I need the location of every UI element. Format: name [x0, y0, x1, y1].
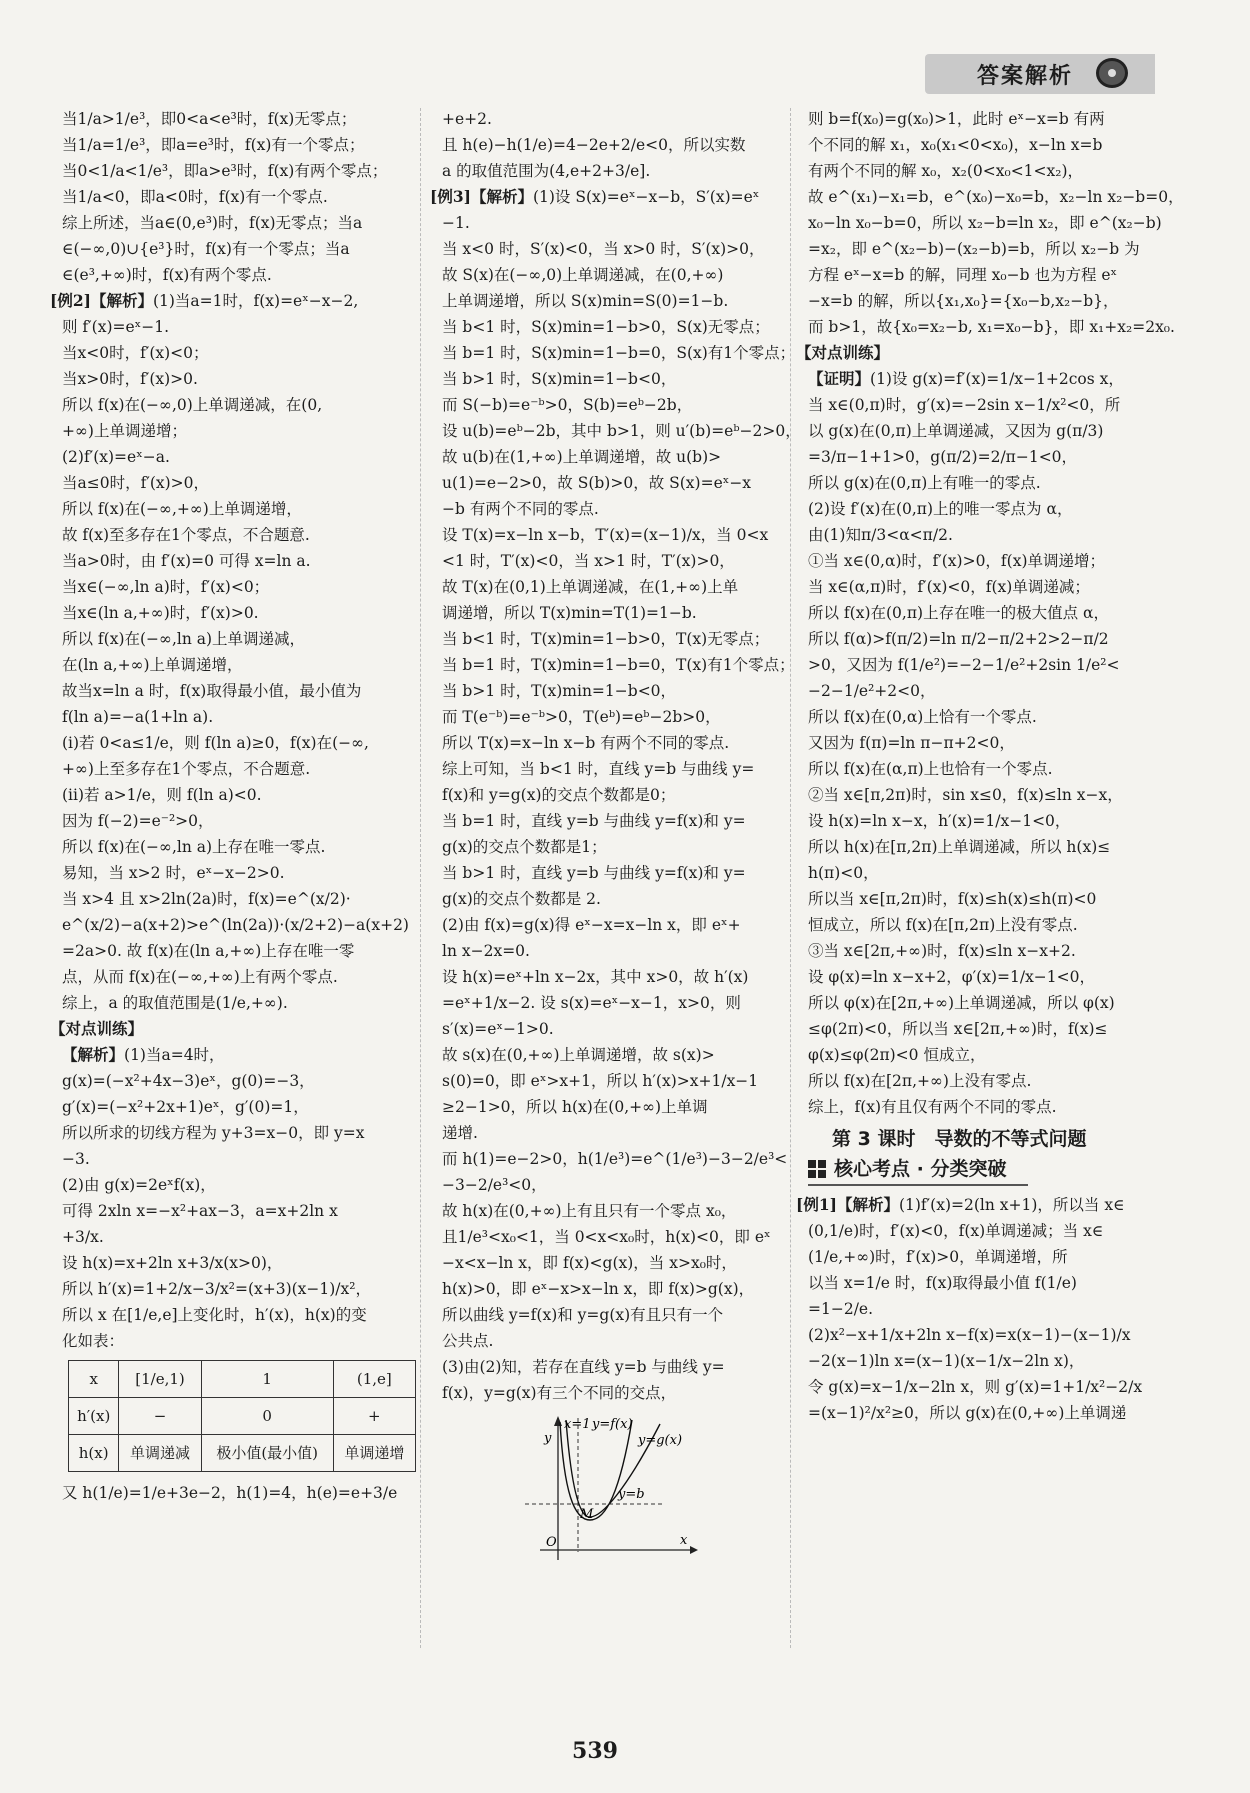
training-first: (1)当a=4时，: [124, 1046, 225, 1064]
text-line: 所以 φ(x)在[2π,+∞)上单调递减，所以 φ(x): [808, 994, 1115, 1012]
label-x-equals-1: x=1: [564, 1417, 591, 1432]
table-cell: 单调递增: [333, 1435, 415, 1472]
text-line: 且 h(e)−h(1/e)=4−2e+2/e<0，所以实数: [442, 136, 746, 154]
text-line: 设 φ(x)=ln x−x+2，φ′(x)=1/x−1<0，: [808, 968, 1096, 986]
text-line: 故 f(x)至多存在1个零点，不合题意.: [62, 526, 310, 544]
x-axis-arrow: [690, 1546, 698, 1554]
text-line: 综上，a 的取值范围是(1/e,+∞).: [62, 994, 288, 1012]
text-line: 所以 f(x)在(0,π)上存在唯一的极大值点 α，: [808, 604, 1109, 622]
text-line: 综上，f(x)有且仅有两个不同的零点.: [808, 1098, 1057, 1116]
text-line: (0,1/e)时，f′(x)<0，f(x)单调递减；当 x∈: [808, 1222, 1104, 1240]
text-line: ∈(−∞,0)∪{e³}时，f(x)有一个零点；当a: [62, 240, 350, 258]
text-line: 故 T(x)在(0,1)上单调递减，在(1,+∞)上单: [442, 578, 739, 596]
text-line: 当1/a<0，即a<0时，f(x)有一个零点.: [62, 188, 328, 206]
label-origin: O: [546, 1535, 557, 1550]
text-line: 所以 f(x)在(0,α)上恰有一个零点.: [808, 708, 1037, 726]
column-1: [50, 106, 412, 1506]
text-line: −3−2/e³<0，: [442, 1176, 547, 1194]
text-line: 而 h(1)=e−2>0，h(1/e³)=e^(1/e³)−3−2/e³<: [442, 1150, 788, 1168]
text-line: 而 T(e⁻ᵇ)=e⁻ᵇ>0，T(eᵇ)=eᵇ−2b>0，: [442, 708, 721, 726]
text-line: 故 e^(x₁)−x₁=b，e^(x₀)−x₀=b，x₂−ln x₂−b=0，: [808, 188, 1184, 206]
text-line: ①当 x∈(0,α)时，f′(x)>0，f(x)单调递增；: [808, 552, 1106, 570]
text-line: 所以 x 在[1/e,e]上变化时，h′(x)，h(x)的变: [62, 1306, 367, 1324]
text-line: 当a>0时，由 f′(x)=0 可得 x=ln a.: [62, 552, 311, 570]
text-line: 设 T(x)=x−ln x−b，T′(x)=(x−1)/x，当 0<x: [442, 526, 769, 544]
text-line: 以 g(x)在(0,π)上单调递减，又因为 g(π/3): [808, 422, 1104, 440]
text-line: 当x>0时，f′(x)>0.: [62, 370, 198, 388]
training-heading: [62, 1042, 412, 1068]
text-line: 所以当 x∈[π,2π)时，f(x)≤h(x)≤h(π)<0: [808, 890, 1097, 908]
text-line: 以当 x=1/e 时，f(x)取得最小值 f(1/e): [808, 1274, 1077, 1292]
text-line: 当x<0时，f′(x)<0；: [62, 344, 209, 362]
text-line: 故 u(b)在(1,+∞)上单调递增，故 u(b)>: [442, 448, 722, 466]
text-line: (3)由(2)知，若存在直线 y=b 与曲线 y=: [442, 1358, 725, 1376]
text-line: 所以 f(α)>f(π/2)=ln π/2−π/2+2>2−π/2: [808, 630, 1109, 648]
text-line: 当 b>1 时，T(x)min=1−b<0，: [442, 682, 677, 700]
text-line: a 的取值范围为(4,e+2+3/e].: [442, 162, 651, 180]
training-tag: 【解析】: [62, 1045, 125, 1064]
text-line: s′(x)=eˣ−1>0.: [442, 1020, 554, 1038]
text-line: 所以 f(x)在(−∞,+∞)上单调递增，: [62, 500, 302, 518]
text-line: (i)若 0<a≤1/e，则 f(ln a)≥0，f(x)在(−∞,: [62, 734, 369, 752]
text-line: ∈(e³,+∞)时，f(x)有两个零点.: [62, 266, 272, 284]
text-line: 当 b=1 时，S(x)min=1−b=0，S(x)有1个零点；: [442, 344, 796, 362]
table-cell: (1,e]: [333, 1361, 415, 1398]
example-2-body: [62, 314, 412, 1016]
table-cell: [1/e,1): [119, 1361, 201, 1398]
example-2-tag: [例2]【解析】: [50, 291, 153, 310]
text-line: 而 b>1，故{x₀=x₂−b, x₁=x₀−b}，即 x₁+x₂=2x₀.: [808, 318, 1175, 336]
text-line: 设 h(x)=eˣ+ln x−2x，其中 x>0，故 h′(x): [442, 968, 749, 986]
text-line: 所以 g(x)在(0,π)上有唯一的零点.: [808, 474, 1041, 492]
text-line: e^(x/2)−a(x+2)>e^(ln(2a))·(x/2+2)−a(x+2): [62, 916, 409, 934]
text-line: −2−1/e²+2<0，: [808, 682, 936, 700]
text-line: (2)f′(x)=eˣ−a.: [62, 448, 170, 466]
column-divider: [420, 108, 421, 1648]
text-line: 当 b<1 时，S(x)min=1−b>0，S(x)无零点；: [442, 318, 770, 336]
text-line: =2a>0. 故 f(x)在(ln a,+∞)上存在唯一零: [62, 942, 355, 960]
text-line: 故 h(x)在(0,+∞)上有且只有一个零点 x₀，: [442, 1202, 737, 1220]
text-line: +∞)上至多存在1个零点，不合题意.: [62, 760, 311, 778]
text-line: 当1/a=1/e³，即a=e³时，f(x)有一个零点；: [62, 136, 365, 154]
text-line: 化如表：: [62, 1332, 125, 1350]
text-line: 又 h(1/e)=1/e+3e−2，h(1)=4，h(e)=e+3/e: [62, 1484, 398, 1502]
banner-underline: [808, 1184, 1028, 1186]
text-line: +3/x.: [62, 1228, 104, 1246]
label-x-axis: x: [680, 1533, 688, 1548]
text-line: 公共点.: [442, 1332, 494, 1350]
text-line: 所以 h(x)在[π,2π)上单调递减，所以 h(x)≤: [808, 838, 1111, 856]
text-line: ②当 x∈[π,2π)时，sin x≤0，f(x)≤ln x−x，: [808, 786, 1123, 804]
example-3-body: [442, 210, 801, 1406]
text-line: f(ln a)=−a(1+ln a).: [62, 708, 214, 726]
text-line: =(x−1)²/x²≥0，所以 g(x)在(0,+∞)上单调递: [808, 1404, 1127, 1422]
text-line: <1 时，T′(x)<0，当 x>1 时，T′(x)>0，: [442, 552, 735, 570]
proof-heading: [808, 366, 1168, 392]
table-cell: x: [69, 1361, 119, 1398]
text-line: 令 g(x)=x−1/x−2ln x，则 g′(x)=1+1/x²−2/x: [808, 1378, 1143, 1396]
table-cell: 0: [201, 1398, 333, 1435]
lesson-title: 第 3 课时 导数的不等式问题: [832, 1128, 1087, 1150]
proof-first: (1)设 g(x)=f′(x)=1/x−1+2cos x，: [870, 370, 1124, 388]
text-line: 故当x=ln a 时，f(x)取得最小值，最小值为: [62, 682, 362, 700]
col1-intro: [62, 106, 412, 288]
text-line: ln x−2x=0.: [442, 942, 530, 960]
text-line: 所以 f(x)在(−∞,ln a)上存在唯一零点.: [62, 838, 326, 856]
example-1-heading: [796, 1192, 1168, 1218]
text-line: +∞)上单调递增；: [62, 422, 187, 440]
example-2-heading: [50, 288, 412, 314]
text-line: 所以 h′(x)=1+2/x−3/x²=(x+3)(x−1)/x²，: [62, 1280, 371, 1298]
intersection-graph: [520, 1412, 700, 1562]
text-line: 所以 f(x)在[2π,+∞)上没有零点.: [808, 1072, 1032, 1090]
text-line: s(0)=0，即 eˣ>x+1，所以 h′(x)>x+1/x−1: [442, 1072, 759, 1090]
label-M: M: [580, 1507, 594, 1522]
example-1-body: [808, 1218, 1168, 1426]
table-cell: h(x): [69, 1435, 119, 1472]
table-cell: 1: [201, 1361, 333, 1398]
text-line: u(1)=e−2>0，故 S(b)>0，故 S(x)=eˣ−x: [442, 474, 752, 492]
text-line: 当 x<0 时，S′(x)<0，当 x>0 时，S′(x)>0，: [442, 240, 765, 258]
text-line: (ii)若 a>1/e，则 f(ln a)<0.: [62, 786, 262, 804]
text-line: +e+2.: [442, 110, 492, 128]
text-line: 在(ln a,+∞)上单调递增，: [62, 656, 243, 674]
text-line: 当 b>1 时，S(x)min=1−b<0，: [442, 370, 677, 388]
text-line: 又因为 f(π)=ln π−π+2<0，: [808, 734, 1015, 752]
variation-table: [68, 1360, 416, 1472]
text-line: 由(1)知π/3<α<π/2.: [808, 526, 953, 544]
text-line: 综上可知，当 b<1 时，直线 y=b 与曲线 y=: [442, 760, 755, 778]
text-line: 当 b<1 时，T(x)min=1−b>0，T(x)无零点；: [442, 630, 770, 648]
text-line: =3/π−1+1>0，g(π/2)=2/π−1<0，: [808, 448, 1078, 466]
text-line: 调递增，所以 T(x)min=T(1)=1−b.: [442, 604, 697, 622]
text-line: 所以 T(x)=x−ln x−b 有两个不同的零点.: [442, 734, 730, 752]
text-line: f(x)，y=g(x)有三个不同的交点，: [442, 1384, 677, 1402]
table-header-row: [69, 1361, 416, 1398]
column-3: [796, 106, 1184, 1426]
text-line: −x=b 的解，所以{x₁,x₀}={x₀−b,x₂−b}，: [808, 292, 1119, 310]
table-cell: h′(x): [69, 1398, 119, 1435]
text-line: 则 b=f(x₀)=g(x₀)>1，此时 eˣ−x=b 有两: [808, 110, 1105, 128]
text-line: 点，从而 f(x)在(−∞,+∞)上有两个零点.: [62, 968, 338, 986]
text-line: −x<x−ln x，即 f(x)<g(x)，当 x>x₀时，: [442, 1254, 737, 1272]
section-banner: [808, 1156, 1168, 1182]
text-line: 当x∈(ln a,+∞)时，f′(x)>0.: [62, 604, 259, 622]
text-line: 设 h(x)=x+2ln x+3/x(x>0)，: [62, 1254, 283, 1272]
text-line: 当 x∈(0,π)时，g′(x)=−2sin x−1/x²<0，所: [808, 396, 1121, 414]
text-line: f(x)和 y=g(x)的交点个数都是0；: [442, 786, 676, 804]
text-line: 当0<1/a<1/e³，即a>e³时，f(x)有两个零点；: [62, 162, 388, 180]
text-line: 所以 f(x)在(α,π)上也恰有一个零点.: [808, 760, 1053, 778]
text-line: −3.: [62, 1150, 90, 1168]
text-line: ≤φ(2π)<0，所以当 x∈[2π,+∞)时，f(x)≤: [808, 1020, 1108, 1038]
text-line: 综上所述，当a∈(0,e³)时，f(x)无零点；当a: [62, 214, 363, 232]
text-line: 当 x∈(α,π)时，f′(x)<0，f(x)单调递减；: [808, 578, 1090, 596]
eye-logo-icon: [1096, 58, 1128, 88]
text-line: −2(x−1)ln x=(x−1)(x−1/x−2ln x)，: [808, 1352, 1085, 1370]
text-line: (2)由 f(x)=g(x)得 eˣ−x=x−ln x，即 eˣ+: [442, 916, 741, 934]
label-y-axis: y: [544, 1431, 552, 1446]
text-line: =1−2/e.: [808, 1300, 874, 1318]
example-3-heading: [430, 184, 782, 210]
text-line: 且1/e³<x₀<1，当 0<x<x₀时，h(x)<0，即 eˣ: [442, 1228, 771, 1246]
text-line: (2)由 g(x)=2eˣf(x)，: [62, 1176, 216, 1194]
banner-label: 核心考点 · 分类突破: [834, 1158, 1007, 1180]
text-line: 可得 2xln x=−x²+ax−3，a=x+2ln x: [62, 1202, 338, 1220]
example-2-first: (1)当a=1时，f(x)=eˣ−x−2,: [152, 292, 359, 310]
training-title-2: 【对点训练】: [796, 343, 890, 362]
text-line: 而 S(−b)=e⁻ᵇ>0，S(b)=eᵇ−2b，: [442, 396, 693, 414]
text-line: 当 b=1 时，直线 y=b 与曲线 y=f(x)和 y=: [442, 812, 746, 830]
training-body: [62, 1068, 412, 1354]
label-y-equals-b: y=b: [618, 1487, 645, 1502]
text-line: 当x∈(−∞,ln a)时，f′(x)<0；: [62, 578, 270, 596]
label-y-g: y=g(x): [638, 1433, 683, 1448]
table-cell: 极小值(最小值): [201, 1435, 333, 1472]
proof-body: [808, 392, 1168, 1120]
text-line: h(π)<0，: [808, 864, 879, 882]
text-line: 当 x>4 且 x>2ln(2a)时，f(x)=e^(x/2)·: [62, 890, 351, 908]
text-line: 有两个不同的解 x₀，x₂(0<x₀<1<x₂)，: [808, 162, 1084, 180]
text-line: g(x)=(−x²+4x−3)eˣ，g(0)=−3，: [62, 1072, 315, 1090]
text-line: 易知，当 x>2 时，eˣ−x−2>0.: [62, 864, 285, 882]
text-line: (2)x²−x+1/x+2ln x−f(x)=x(x−1)−(x−1)/x: [808, 1326, 1131, 1344]
text-line: g(x)的交点个数都是 2.: [442, 890, 601, 908]
text-line: 上单调递增，所以 S(x)min=S(0)=1−b.: [442, 292, 729, 310]
text-line: −b 有两个不同的零点.: [442, 500, 599, 518]
text-line: 当 b>1 时，直线 y=b 与曲线 y=f(x)和 y=: [442, 864, 746, 882]
label-y-f: y=f(x): [592, 1417, 633, 1432]
table-row: [69, 1398, 416, 1435]
text-line: ③当 x∈[2π,+∞)时，f(x)≤ln x−x+2.: [808, 942, 1076, 960]
table-cell: +: [333, 1398, 415, 1435]
text-line: 递增.: [442, 1124, 478, 1142]
example-1-first: (1)f′(x)=2(ln x+1)，所以当 x∈: [898, 1196, 1125, 1214]
text-line: 当a≤0时，f′(x)>0，: [62, 474, 210, 492]
text-line: g(x)的交点个数都是1；: [442, 838, 607, 856]
text-line: 所以曲线 y=f(x)和 y=g(x)有且只有一个: [442, 1306, 724, 1324]
text-line: ≥2−1>0，所以 h(x)在(0,+∞)上单调: [442, 1098, 708, 1116]
text-line: >0，又因为 f(1/e²)=−2−1/e²+2sin 1/e²<: [808, 656, 1120, 674]
text-line: h(x)>0，即 eˣ−x>x−ln x，即 f(x)>g(x)，: [442, 1280, 755, 1298]
example-1-tag: [例1]【解析】: [796, 1195, 899, 1214]
text-line: 恒成立，所以 f(x)在[π,2π)上没有零点.: [808, 916, 1078, 934]
text-line: 当1/a>1/e³，即0<a<e³时，f(x)无零点；: [62, 110, 357, 128]
page-number: 539: [572, 1738, 618, 1764]
table-cell: −: [119, 1398, 201, 1435]
text-line: x₀−ln x₀−b=0，所以 x₂−b=ln x₂，即 e^(x₂−b): [808, 214, 1162, 232]
training-title: 【对点训练】: [50, 1019, 144, 1038]
text-line: g′(x)=(−x²+2x+1)eˣ，g′(0)=1，: [62, 1098, 309, 1116]
text-line: −1.: [442, 214, 470, 232]
text-line: 所以 f(x)在(−∞,0)上单调递减，在(0,: [62, 396, 323, 414]
text-line: 当 b=1 时，T(x)min=1−b=0，T(x)有1个零点；: [442, 656, 795, 674]
example-3-first: (1)设 S(x)=eˣ−x−b，S′(x)=eˣ: [532, 188, 760, 206]
text-line: =x₂，即 e^(x₂−b)−(x₂−b)=b，所以 x₂−b 为: [808, 240, 1140, 258]
text-line: (1/e,+∞)时，f′(x)>0，单调递增，所: [808, 1248, 1068, 1266]
text-line: 个不同的解 x₁，x₀(x₁<0<x₀)，x−ln x=b: [808, 136, 1103, 154]
text-line: 则 f′(x)=eˣ−1.: [62, 318, 170, 336]
column-2: [430, 106, 801, 1574]
text-line: 所以 f(x)在(−∞,ln a)上单调递减，: [62, 630, 306, 648]
grid-icon: [808, 1160, 826, 1178]
text-line: 故 S(x)在(−∞,0)上单调递减，在(0,+∞): [442, 266, 724, 284]
text-line: 因为 f(−2)=e⁻²>0，: [62, 812, 214, 830]
text-line: (2)设 f′(x)在(0,π)上的唯一零点为 α，: [808, 500, 1073, 518]
column-divider: [790, 108, 791, 1648]
example-3-tag: [例3]【解析】: [430, 187, 533, 206]
text-line: 设 h(x)=ln x−x，h′(x)=1/x−1<0，: [808, 812, 1071, 830]
col3-intro: [808, 106, 1184, 340]
table-cell: 单调递减: [119, 1435, 201, 1472]
text-line: 故 s(x)在(0,+∞)上单调递增，故 s(x)>: [442, 1046, 715, 1064]
table-row: [69, 1435, 416, 1472]
text-line: φ(x)≤φ(2π)<0 恒成立，: [808, 1046, 986, 1064]
text-line: =eˣ+1/x−2. 设 s(x)=eˣ−x−1，x>0，则: [442, 994, 741, 1012]
proof-tag: 【证明】: [808, 369, 871, 388]
header-title: 答案解析: [977, 63, 1074, 89]
text-line: 所以所求的切线方程为 y+3=x−0，即 y=x: [62, 1124, 365, 1142]
text-line: 方程 eˣ−x=b 的解，同理 x₀−b 也为方程 eˣ: [808, 266, 1118, 284]
text-line: 设 u(b)=eᵇ−2b，其中 b>1，则 u′(b)=eᵇ−2>0，: [442, 422, 801, 440]
